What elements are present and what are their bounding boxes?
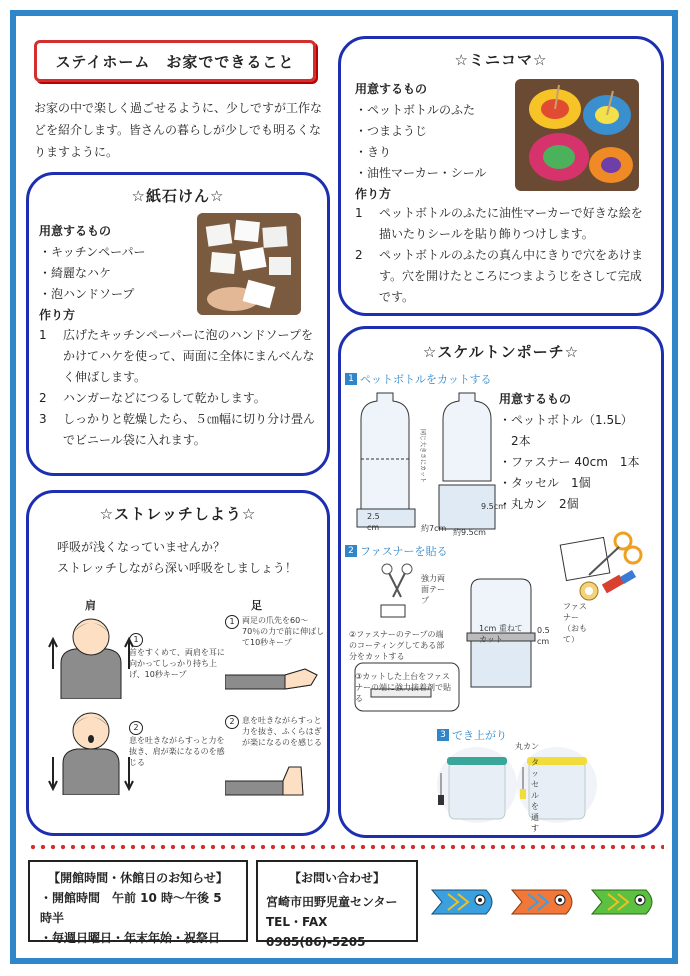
hours-title: 【開館時間・休館日のお知らせ】 xyxy=(48,871,228,885)
finished-pouch-illustration xyxy=(431,743,601,827)
soap-material: ・キッチンペーパー xyxy=(39,245,146,259)
tassel-label: タッセルを通す xyxy=(531,758,539,833)
hours-box xyxy=(28,860,248,945)
shoulder-label: 肩 xyxy=(85,599,96,612)
soap-material: ・綺麗なハケ xyxy=(39,266,112,280)
soap-step-number: 2 xyxy=(39,391,47,405)
koma-material: ・油性マーカー・シール xyxy=(355,166,487,180)
paper-soap-photo xyxy=(197,213,301,315)
pouch-material: ・ファスナー 40cm 1本 xyxy=(499,455,640,469)
glue-note: ③カットした上台をファスナーの端に強力接着剤で貼る xyxy=(355,672,451,703)
soap-steps-heading: 作り方 xyxy=(39,308,76,322)
stretch-lead: 呼吸が浅くなっていませんか？ xyxy=(57,540,226,554)
zip-note-label: 強力両面テープ xyxy=(421,574,445,605)
dim-2-5-label: 2.5 cm xyxy=(367,512,380,532)
shoulder-step-2-number: 2 xyxy=(129,721,143,735)
cut-note-label: 同じ大きさにカット xyxy=(419,429,426,483)
pouch-step-3-header xyxy=(437,727,507,743)
dim-9-5b-label: 約9.5cm xyxy=(453,528,486,537)
koma-material: ・ペットボトルのふた xyxy=(355,103,476,117)
pouch-step-3-label: でき上がり xyxy=(452,729,507,742)
pouch-material: ・タッセル 1個 xyxy=(499,476,591,490)
koma-material: ・きり xyxy=(355,145,392,159)
intro-text: お家の中で楽しく過ごせるように、少しですが工作などを紹介します。皆さんの暮らしが少しでも明るくなりますように。 xyxy=(34,101,323,159)
foot-relax-illustration xyxy=(225,765,321,805)
contact-tel: TEL・FAX 0985(86)-5205 xyxy=(266,915,366,949)
koma-material: ・つまようじ xyxy=(355,124,428,138)
soap-step-text: 広げたキッチンペーパーに泡のハンドソープをかけてハケを使って、両面に全体にまんべんなく伸ばします。 xyxy=(63,328,315,384)
soap-title: ☆紙石けん☆ xyxy=(131,187,225,205)
page-title: ステイホーム お家でできること xyxy=(34,40,316,82)
pouch-materials-heading: 用意するもの xyxy=(499,392,572,406)
shoulder-up-illustration xyxy=(45,611,137,699)
stretch-card xyxy=(26,490,330,836)
foot-step-1-number: 1 xyxy=(225,615,239,629)
soap-materials-heading: 用意するもの xyxy=(39,224,112,238)
koma-step-text: ペットボトルのふたに油性マーカーで好きな絵を描いたりシールを貼り飾りつけします。 xyxy=(379,206,643,241)
cut-tape-note: ②ファスナーのテープの端のコーティングしてある部分をカットする xyxy=(349,630,445,661)
contact-box xyxy=(256,860,418,949)
shoulder-step-1-text: 首をすくめて、両肩を耳に向かってしっかり持ち上げ、10秒キープ xyxy=(129,648,225,679)
pouch-step-2-number: 2 xyxy=(345,545,357,557)
soap-step-number: 1 xyxy=(39,328,47,342)
stretch-title: ☆ストレッチしよう☆ xyxy=(99,505,257,523)
koma-photo xyxy=(515,79,639,191)
soap-step-text: ハンガーなどにつるして乾かします。 xyxy=(63,391,266,405)
craft-tools-illustration xyxy=(559,527,645,605)
closed-days-line: ・毎週日曜日・年末年始・祝祭日 xyxy=(40,931,221,945)
dim-9-5a-label: 9.5cm xyxy=(481,502,506,511)
dim-7-label: 約7cm xyxy=(421,524,447,533)
foot-label: 足 xyxy=(251,599,262,612)
hours-line: ・開館時間 午前 10 時～午後 5 時半 xyxy=(40,891,222,925)
koma-materials-heading: 用意するもの xyxy=(355,82,428,96)
koma-step-number: 1 xyxy=(355,206,363,220)
koma-step-text: ペットボトルのふたの真ん中にきりで穴をあけます。穴を開けたところにつまようじをさして完成です。 xyxy=(379,248,644,304)
stretch-lead: ストレッチしながら深い呼吸をしましょう！ xyxy=(57,561,297,575)
zipper-front-label: ファスナー（おもて） xyxy=(563,602,587,644)
shoulder-relax-illustration xyxy=(45,707,137,795)
pouch-material: 2本 xyxy=(499,434,531,448)
shoulder-step-2-text: 息を吐きながらすっと力を抜き、肩が楽になるのを感じる xyxy=(129,736,225,767)
soap-material: ・泡ハンドソープ xyxy=(39,287,135,301)
dotted-divider xyxy=(28,844,664,850)
foot-stretch-illustration xyxy=(225,665,321,699)
foot-step-2-text: 息を吐きながらすっと力を抜き、ふくらはぎが楽になるのを感じる xyxy=(242,716,322,747)
pouch-step-3-number: 3 xyxy=(437,729,449,741)
pouch-step-2-label: ファスナーを貼る xyxy=(360,545,448,558)
contact-name: 宮崎市田野児童センター xyxy=(266,895,398,909)
foot-step-2-number: 2 xyxy=(225,715,239,729)
pouch-step-2-header xyxy=(345,543,448,559)
contact-title: 【お問い合わせ】 xyxy=(288,871,385,885)
koma-card xyxy=(338,36,664,316)
overlap-label: 1cm 重ねてカット xyxy=(479,624,523,644)
soap-step-number: 3 xyxy=(39,412,47,426)
pouch-material: ・丸カン 2個 xyxy=(499,497,579,511)
dim-0-5-label: 0.5 cm xyxy=(537,626,550,646)
maru-label: 丸カン xyxy=(515,742,539,751)
soap-card xyxy=(26,172,330,476)
pouch-card xyxy=(338,326,664,838)
shoulder-step-1-number: 1 xyxy=(129,633,143,647)
pouch-step-1-header xyxy=(345,371,492,387)
pouch-material: ・ペットボトル（1.5L） xyxy=(499,413,633,427)
foot-step-1-text: 両足の爪先を60～70％の力で前に伸ばして10秒キープ xyxy=(242,616,325,647)
pouch-step-1-label: ペットボトルをカットする xyxy=(360,373,492,386)
soap-step-text: しっかりと乾燥したら、５㎝幅に切り分け畳んでビニール袋に入れます。 xyxy=(63,412,316,447)
pouch-title: ☆スケルトンポーチ☆ xyxy=(422,343,580,361)
koma-steps-heading: 作り方 xyxy=(355,187,392,201)
koma-title: ☆ミニコマ☆ xyxy=(454,51,548,69)
koinobori-icon xyxy=(430,880,662,924)
koma-step-number: 2 xyxy=(355,248,363,262)
pouch-step-1-number: 1 xyxy=(345,373,357,385)
